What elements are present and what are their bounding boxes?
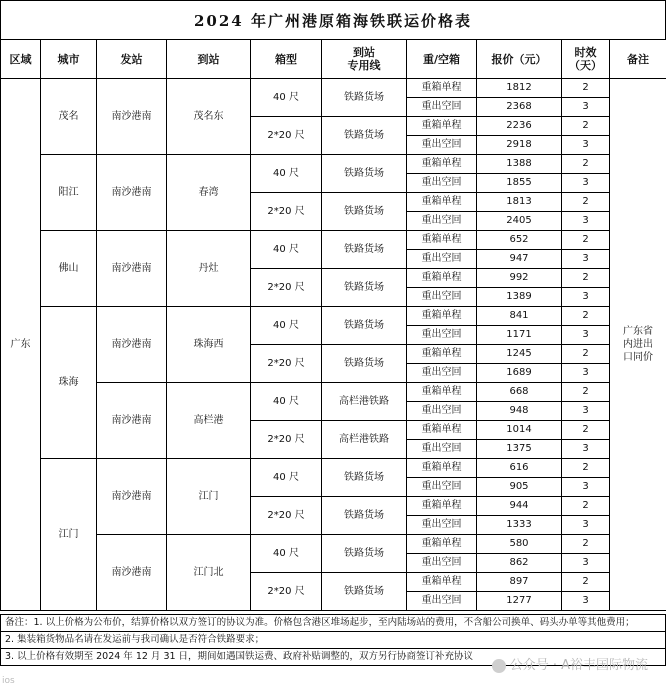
load-type-cell: 重箱单程 (407, 155, 477, 174)
price-cell: 652 (477, 231, 562, 250)
city-cell: 佛山 (41, 231, 97, 307)
load-type-cell: 重出空回 (407, 136, 477, 155)
price-cell: 2368 (477, 98, 562, 117)
origin-cell: 南沙港南 (97, 535, 167, 611)
line-cell: 铁路货场 (322, 231, 407, 269)
price-cell: 948 (477, 402, 562, 421)
box-type-cell: 2*20 尺 (251, 117, 322, 155)
price-cell: 992 (477, 269, 562, 288)
box-type-cell: 40 尺 (251, 383, 322, 421)
table-row (1, 535, 666, 554)
table-row (1, 383, 666, 402)
load-type-cell: 重出空回 (407, 554, 477, 573)
time-cell: 3 (562, 212, 610, 231)
load-type-cell: 重出空回 (407, 288, 477, 307)
destination-cell: 江门 (167, 459, 251, 535)
origin-cell: 南沙港南 (97, 79, 167, 155)
time-cell: 3 (562, 364, 610, 383)
box-type-cell: 40 尺 (251, 155, 322, 193)
time-cell: 2 (562, 421, 610, 440)
time-cell: 3 (562, 440, 610, 459)
remark-cell: 广东省 内进出 口同价 (610, 79, 666, 611)
note-1: 备注：1. 以上价格为公布价，结算价格以双方签订的协议为准。价格包含港区堆场起步，至内陆场站的费用，不含船公司换单、码头办单等其他费用； (0, 614, 666, 632)
load-type-cell: 重箱单程 (407, 573, 477, 592)
line-cell: 铁路货场 (322, 269, 407, 307)
box-type-cell: 2*20 尺 (251, 573, 322, 611)
price-table (0, 39, 666, 611)
watermark-text: 公众号 · A裕丰国际物流 (509, 658, 648, 673)
line-cell: 铁路货场 (322, 459, 407, 497)
header-origin: 发站 (97, 40, 167, 79)
price-cell: 1014 (477, 421, 562, 440)
box-type-cell: 2*20 尺 (251, 193, 322, 231)
price-cell: 841 (477, 307, 562, 326)
header-destination: 到站 (167, 40, 251, 79)
load-type-cell: 重箱单程 (407, 383, 477, 402)
header-city: 城市 (41, 40, 97, 79)
load-type-cell: 重出空回 (407, 478, 477, 497)
time-cell: 3 (562, 326, 610, 345)
time-cell: 3 (562, 288, 610, 307)
time-cell: 2 (562, 459, 610, 478)
price-cell: 1389 (477, 288, 562, 307)
time-cell: 2 (562, 231, 610, 250)
origin-cell: 南沙港南 (97, 383, 167, 459)
box-type-cell: 40 尺 (251, 307, 322, 345)
load-type-cell: 重出空回 (407, 440, 477, 459)
load-type-cell: 重箱单程 (407, 497, 477, 516)
time-cell: 2 (562, 497, 610, 516)
time-cell: 3 (562, 136, 610, 155)
load-type-cell: 重出空回 (407, 402, 477, 421)
city-cell: 江门 (41, 459, 97, 611)
load-type-cell: 重箱单程 (407, 117, 477, 136)
table-row (1, 231, 666, 250)
origin-cell: 南沙港南 (97, 155, 167, 231)
price-cell: 1812 (477, 79, 562, 98)
price-cell: 862 (477, 554, 562, 573)
line-cell: 铁路货场 (322, 155, 407, 193)
load-type-cell: 重箱单程 (407, 307, 477, 326)
price-cell: 905 (477, 478, 562, 497)
price-cell: 1171 (477, 326, 562, 345)
time-cell: 2 (562, 535, 610, 554)
price-cell: 947 (477, 250, 562, 269)
city-cell: 阳江 (41, 155, 97, 231)
time-cell: 3 (562, 478, 610, 497)
header-box-type: 箱型 (251, 40, 322, 79)
line-cell: 高栏港铁路 (322, 421, 407, 459)
time-cell: 3 (562, 516, 610, 535)
time-cell: 2 (562, 269, 610, 288)
load-type-cell: 重箱单程 (407, 231, 477, 250)
destination-cell: 江门北 (167, 535, 251, 611)
table-row (1, 155, 666, 174)
price-cell: 2405 (477, 212, 562, 231)
time-cell: 2 (562, 117, 610, 136)
line-cell: 铁路货场 (322, 307, 407, 345)
box-type-cell: 2*20 尺 (251, 497, 322, 535)
box-type-cell: 2*20 尺 (251, 421, 322, 459)
time-cell: 3 (562, 402, 610, 421)
line-cell: 铁路货场 (322, 573, 407, 611)
price-cell: 944 (477, 497, 562, 516)
load-type-cell: 重出空回 (407, 326, 477, 345)
watermark (492, 654, 648, 673)
load-type-cell: 重出空回 (407, 174, 477, 193)
price-cell: 2918 (477, 136, 562, 155)
header-price: 报价（元） (477, 40, 562, 79)
load-type-cell: 重出空回 (407, 592, 477, 611)
line-cell: 铁路货场 (322, 117, 407, 155)
line-cell: 铁路货场 (322, 79, 407, 117)
box-type-cell: 2*20 尺 (251, 345, 322, 383)
price-cell: 897 (477, 573, 562, 592)
box-type-cell: 40 尺 (251, 79, 322, 117)
time-cell: 2 (562, 307, 610, 326)
price-cell: 616 (477, 459, 562, 478)
header-region: 区域 (1, 40, 41, 79)
time-cell: 2 (562, 383, 610, 402)
box-type-cell: 40 尺 (251, 459, 322, 497)
line-cell: 铁路货场 (322, 497, 407, 535)
price-cell: 2236 (477, 117, 562, 136)
table-row (1, 79, 666, 98)
price-cell: 1277 (477, 592, 562, 611)
price-cell: 1689 (477, 364, 562, 383)
city-cell: 茂名 (41, 79, 97, 155)
price-cell: 668 (477, 383, 562, 402)
destination-cell: 茂名东 (167, 79, 251, 155)
table-row (1, 459, 666, 478)
time-cell: 2 (562, 79, 610, 98)
load-type-cell: 重箱单程 (407, 193, 477, 212)
origin-cell: 南沙港南 (97, 459, 167, 535)
load-type-cell: 重出空回 (407, 516, 477, 535)
price-cell: 1375 (477, 440, 562, 459)
load-type-cell: 重出空回 (407, 250, 477, 269)
price-cell: 1855 (477, 174, 562, 193)
origin-cell: 南沙港南 (97, 231, 167, 307)
price-cell: 580 (477, 535, 562, 554)
price-cell: 1333 (477, 516, 562, 535)
header-time: 时效 （天） (562, 40, 610, 79)
note-3: 3. 以上价格有效期至 2024 年 12 月 31 日，期间如遇国铁运费、政府补贴调整的，双方另行协商签订补充协议 (0, 649, 666, 666)
load-type-cell: 重箱单程 (407, 535, 477, 554)
load-type-cell: 重箱单程 (407, 345, 477, 364)
load-type-cell: 重箱单程 (407, 269, 477, 288)
load-type-cell: 重出空回 (407, 98, 477, 117)
time-cell: 3 (562, 174, 610, 193)
load-type-cell: 重出空回 (407, 364, 477, 383)
table-row (1, 307, 666, 326)
box-type-cell: 40 尺 (251, 231, 322, 269)
time-cell: 2 (562, 573, 610, 592)
time-cell: 2 (562, 155, 610, 174)
load-type-cell: 重箱单程 (407, 79, 477, 98)
wechat-icon (492, 659, 506, 673)
origin-cell: 南沙港南 (97, 307, 167, 383)
price-cell: 1245 (477, 345, 562, 364)
box-type-cell: 2*20 尺 (251, 269, 322, 307)
header-line: 到站 专用线 (322, 40, 407, 79)
destination-cell: 丹灶 (167, 231, 251, 307)
time-cell: 3 (562, 98, 610, 117)
line-cell: 铁路货场 (322, 345, 407, 383)
time-cell: 2 (562, 345, 610, 364)
line-cell: 铁路货场 (322, 193, 407, 231)
price-cell: 1388 (477, 155, 562, 174)
time-cell: 2 (562, 193, 610, 212)
city-cell: 珠海 (41, 307, 97, 459)
watermark-corner: ios (2, 676, 15, 686)
time-cell: 3 (562, 592, 610, 611)
load-type-cell: 重出空回 (407, 212, 477, 231)
header-load-type: 重/空箱 (407, 40, 477, 79)
line-cell: 铁路货场 (322, 535, 407, 573)
time-cell: 3 (562, 250, 610, 269)
load-type-cell: 重箱单程 (407, 421, 477, 440)
time-cell: 3 (562, 554, 610, 573)
box-type-cell: 40 尺 (251, 535, 322, 573)
table-title: 2024 年广州港原箱海铁联运价格表 (0, 0, 666, 40)
line-cell: 高栏港铁路 (322, 383, 407, 421)
header-row (1, 40, 666, 79)
note-2: 2. 集装箱货物品名请在发运前与我司确认是否符合铁路要求； (0, 632, 666, 649)
destination-cell: 珠海西 (167, 307, 251, 383)
destination-cell: 高栏港 (167, 383, 251, 459)
price-cell: 1813 (477, 193, 562, 212)
destination-cell: 春湾 (167, 155, 251, 231)
header-remark: 备注 (610, 40, 666, 79)
load-type-cell: 重箱单程 (407, 459, 477, 478)
region-cell: 广东 (1, 79, 41, 611)
